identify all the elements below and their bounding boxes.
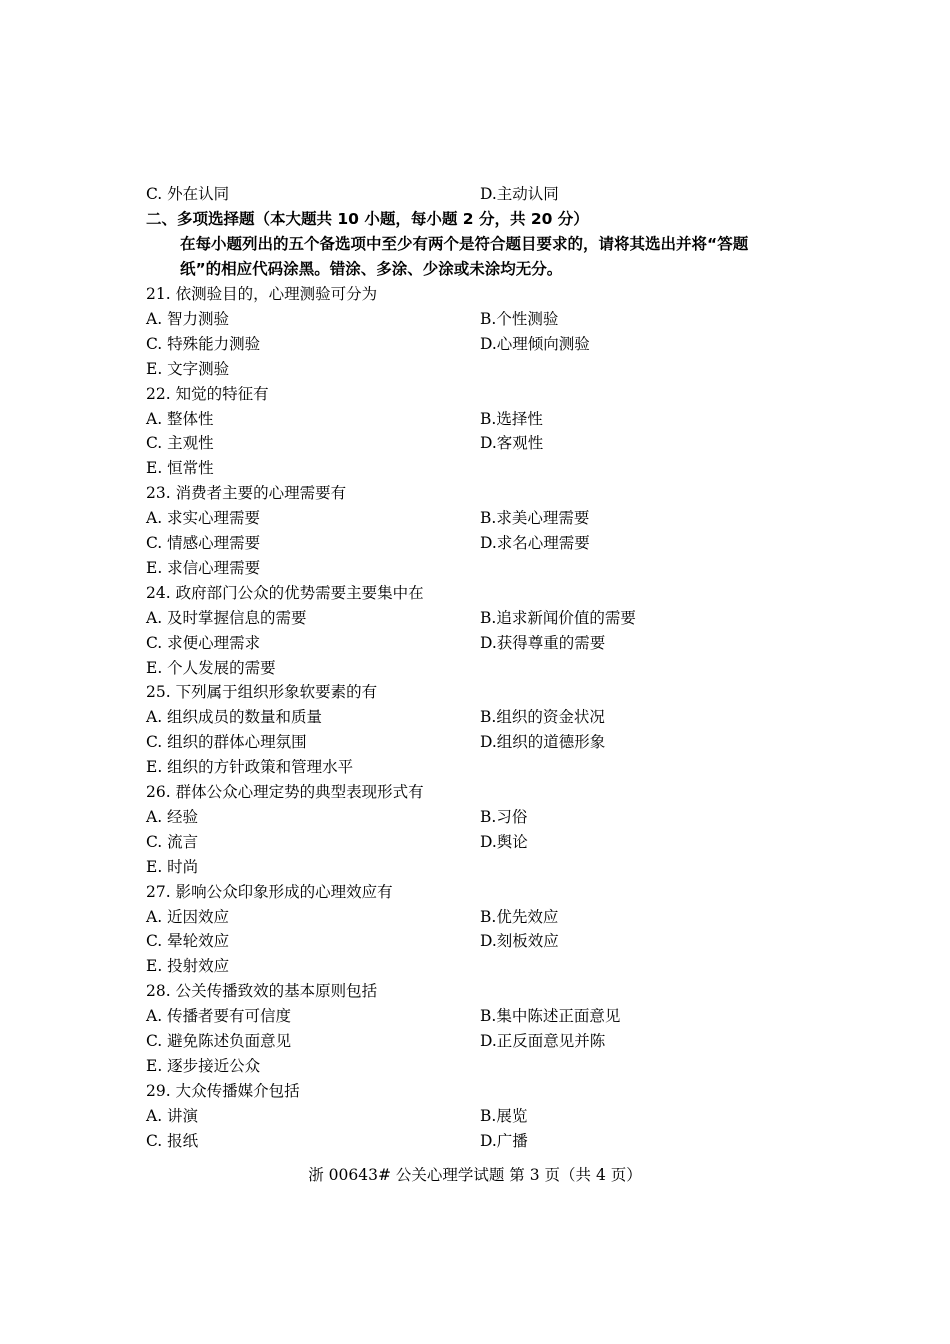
- option-b: B.习俗: [480, 808, 528, 826]
- option-c: C. 特殊能力测验: [146, 335, 261, 353]
- option-d: D.获得尊重的需要: [480, 634, 606, 652]
- option-b: B.优先效应: [480, 908, 559, 926]
- option-a: A. 讲演: [146, 1107, 199, 1125]
- option-c: C. 流言: [146, 833, 199, 851]
- option-d: D.主动认同: [480, 185, 559, 203]
- option-b: B.追求新闻价值的需要: [480, 609, 636, 627]
- option-a: A. 智力测验: [146, 310, 230, 328]
- question-stem: 28. 公关传播致效的基本原则包括: [146, 982, 378, 1000]
- option-a: A. 组织成员的数量和质量: [146, 708, 323, 726]
- page-footer: 浙 00643# 公关心理学试题 第 3 页（共 4 页）: [308, 1166, 642, 1184]
- option-b: B.组织的资金状况: [480, 708, 605, 726]
- section-instruction-line1: 在每小题列出的五个备选项中至少有两个是符合题目要求的，请将其选出并将“答题: [180, 235, 749, 253]
- option-a: A. 近因效应: [146, 908, 230, 926]
- question-stem: 21. 依测验目的，心理测验可分为: [146, 285, 378, 303]
- option-e: E. 恒常性: [146, 459, 214, 477]
- option-e: E. 组织的方针政策和管理水平: [146, 758, 354, 776]
- option-e: E. 个人发展的需要: [146, 659, 276, 677]
- option-c: C. 求便心理需求: [146, 634, 261, 652]
- option-b: B.展览: [480, 1107, 528, 1125]
- option-a: A. 求实心理需要: [146, 509, 261, 527]
- option-b: B.个性测验: [480, 310, 559, 328]
- option-d: D.求名心理需要: [480, 534, 590, 552]
- option-d: D.舆论: [480, 833, 528, 851]
- option-c: C. 情感心理需要: [146, 534, 261, 552]
- option-b: B.集中陈述正面意见: [480, 1007, 621, 1025]
- option-c: C. 避免陈述负面意见: [146, 1032, 292, 1050]
- option-c: C. 报纸: [146, 1132, 199, 1150]
- question-stem: 24. 政府部门公众的优势需要主要集中在: [146, 584, 424, 602]
- option-d: D.组织的道德形象: [480, 733, 606, 751]
- option-b: B.选择性: [480, 410, 543, 428]
- option-c: C. 晕轮效应: [146, 932, 230, 950]
- option-a: A. 传播者要有可信度: [146, 1007, 292, 1025]
- option-c: C. 外在认同: [146, 185, 230, 203]
- question-stem: 22. 知觉的特征有: [146, 385, 269, 403]
- option-a: A. 及时掌握信息的需要: [146, 609, 307, 627]
- option-d: D.客观性: [480, 434, 544, 452]
- option-e: E. 文字测验: [146, 360, 230, 378]
- option-b: B.求美心理需要: [480, 509, 590, 527]
- question-stem: 23. 消费者主要的心理需要有: [146, 484, 347, 502]
- option-e: E. 求信心理需要: [146, 559, 261, 577]
- section-instruction-line2: 纸”的相应代码涂黑。错涂、多涂、少涂或未涂均无分。: [180, 260, 563, 278]
- option-c: C. 主观性: [146, 434, 214, 452]
- option-e: E. 投射效应: [146, 957, 230, 975]
- question-stem: 26. 群体公众心理定势的典型表现形式有: [146, 783, 424, 801]
- question-stem: 25. 下列属于组织形象软要素的有: [146, 683, 378, 701]
- option-c: C. 组织的群体心理氛围: [146, 733, 307, 751]
- option-d: D.正反面意见并陈: [480, 1032, 606, 1050]
- option-d: D.心理倾向测验: [480, 335, 590, 353]
- option-d: D.广播: [480, 1132, 528, 1150]
- question-stem: 29. 大众传播媒介包括: [146, 1082, 300, 1100]
- option-e: E. 逐步接近公众: [146, 1057, 261, 1075]
- option-a: A. 经验: [146, 808, 199, 826]
- section-title: 二、多项选择题（本大题共 10 小题，每小题 2 分，共 20 分）: [146, 210, 589, 228]
- question-stem: 27. 影响公众印象形成的心理效应有: [146, 883, 393, 901]
- option-e: E. 时尚: [146, 858, 199, 876]
- option-d: D.刻板效应: [480, 932, 559, 950]
- option-a: A. 整体性: [146, 410, 214, 428]
